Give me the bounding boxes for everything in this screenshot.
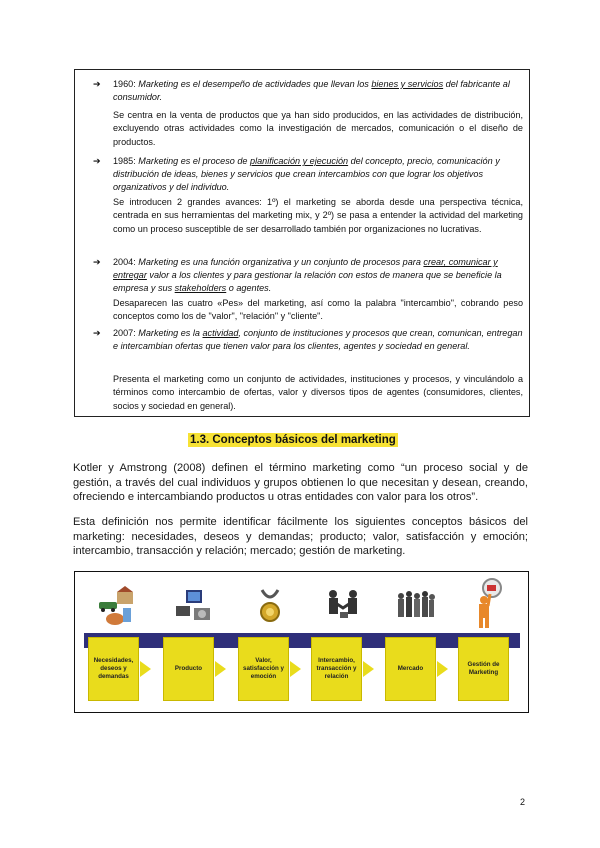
entry-1960-description: Se centra en la venta de productos que ya han sido producidos, en las actividades de distribución, excluyendo otras actividades como la investigación de mercados, comunicación o el diseño de productos.: [113, 110, 523, 147]
concept-box-value: Valor, satisfacción y emoción: [238, 637, 289, 701]
page-number: 2: [520, 797, 526, 807]
flow-arrow-icon: [140, 661, 151, 677]
value-medal-illustration-icon: [250, 586, 290, 626]
marketing-management-illustration-icon: [468, 578, 508, 630]
concept-box-management: Gestión de Marketing: [458, 637, 509, 701]
paragraph-concepts: Esta definición nos permite identificar fácilmente los siguientes conceptos básicos del marketing: necesidades, deseos y demandas; producto; valor, satisfacción y emoción; intercambio, transacción y relación; mercado; gestión de marketing.: [73, 516, 528, 558]
flow-arrow-icon: [215, 661, 226, 677]
concept-box-exchange: Intercambio, transacción y relación: [311, 637, 362, 701]
flow-arrow-icon: [363, 661, 374, 677]
concept-box-needs: Necesidades, deseos y demandas: [88, 637, 139, 701]
diagram-band: [84, 633, 520, 648]
flow-arrow-icon: [290, 661, 301, 677]
product-illustration-icon: [174, 586, 214, 626]
entry-2004: ➔ 2004: Marketing es una función organizativa y un conjunto de procesos para crear, comunicar y entregar valor a los clientes y para gestionar la relación con estos de manera que se beneficie la empresa y sus stakeholders o agentes.: [93, 257, 502, 293]
entry-2007: ➔ 2007: Marketing es la actividad, conjunto de instituciones y procesos que crean, comunican, entregan e intercambian ofertas que tienen valor para los clientes, agentes y sociedad en general.: [93, 328, 523, 351]
needs-illustration-icon: [95, 586, 135, 626]
flow-arrow-icon: [437, 661, 448, 677]
arrow-right-icon: ➔: [93, 79, 101, 89]
concepts-diagram: [74, 571, 529, 713]
arrow-right-icon: ➔: [93, 328, 101, 338]
exchange-handshake-illustration-icon: [323, 586, 363, 626]
paragraph-definition: Kotler y Amstrong (2008) definen el término marketing como “un proceso social y de gestión, a través del cual individuos y grupos obtienen lo que necesitan y desean, creando, ofreciendo e intercambiando productos u otras entidades con valor para los otros”.: [73, 462, 528, 504]
section-heading: 1.3. Conceptos básicos del marketing: [190, 434, 396, 446]
concept-box-market: Mercado: [385, 637, 436, 701]
market-crowd-illustration-icon: [395, 586, 435, 626]
entry-2004-description: Desaparecen las cuatro «Pes» del marketing, así como la palabra "intercambio", cobrando peso conceptos como los de "valor", "relación" y "cliente".: [113, 298, 523, 322]
entry-2007-description: Presenta el marketing como un conjunto de actividades, instituciones y procesos, y vinculándolo a términos como intercambio de ofertas, valor y diversos tipos de agentes (consumidores, clientes, socios y sociedad en general).: [113, 374, 523, 411]
entry-1985-description: Se introducen 2 grandes avances: 1º) el marketing se aborda desde una perspectiva técnica, centrada en sus herramientas del marketing mix, y 2º) se pasa a entender la actividad del marketing como un proceso susceptible de ser desarrollado también por organizaciones no lucrativas.: [113, 197, 523, 234]
concept-box-product: Producto: [163, 637, 214, 701]
arrow-right-icon: ➔: [93, 257, 101, 267]
entry-1960: ➔ 1960: Marketing es el desempeño de actividades que llevan los bienes y servicios del fabricante al consumidor.: [93, 79, 510, 102]
entry-1985: ➔ 1985: Marketing es el proceso de planificación y ejecución del concepto, precio, comunicación y distribución de ideas, bienes y servicios que crean intercambios con que lograr los objetivos organizativos y del individuo.: [93, 156, 500, 192]
arrow-right-icon: ➔: [93, 156, 101, 166]
